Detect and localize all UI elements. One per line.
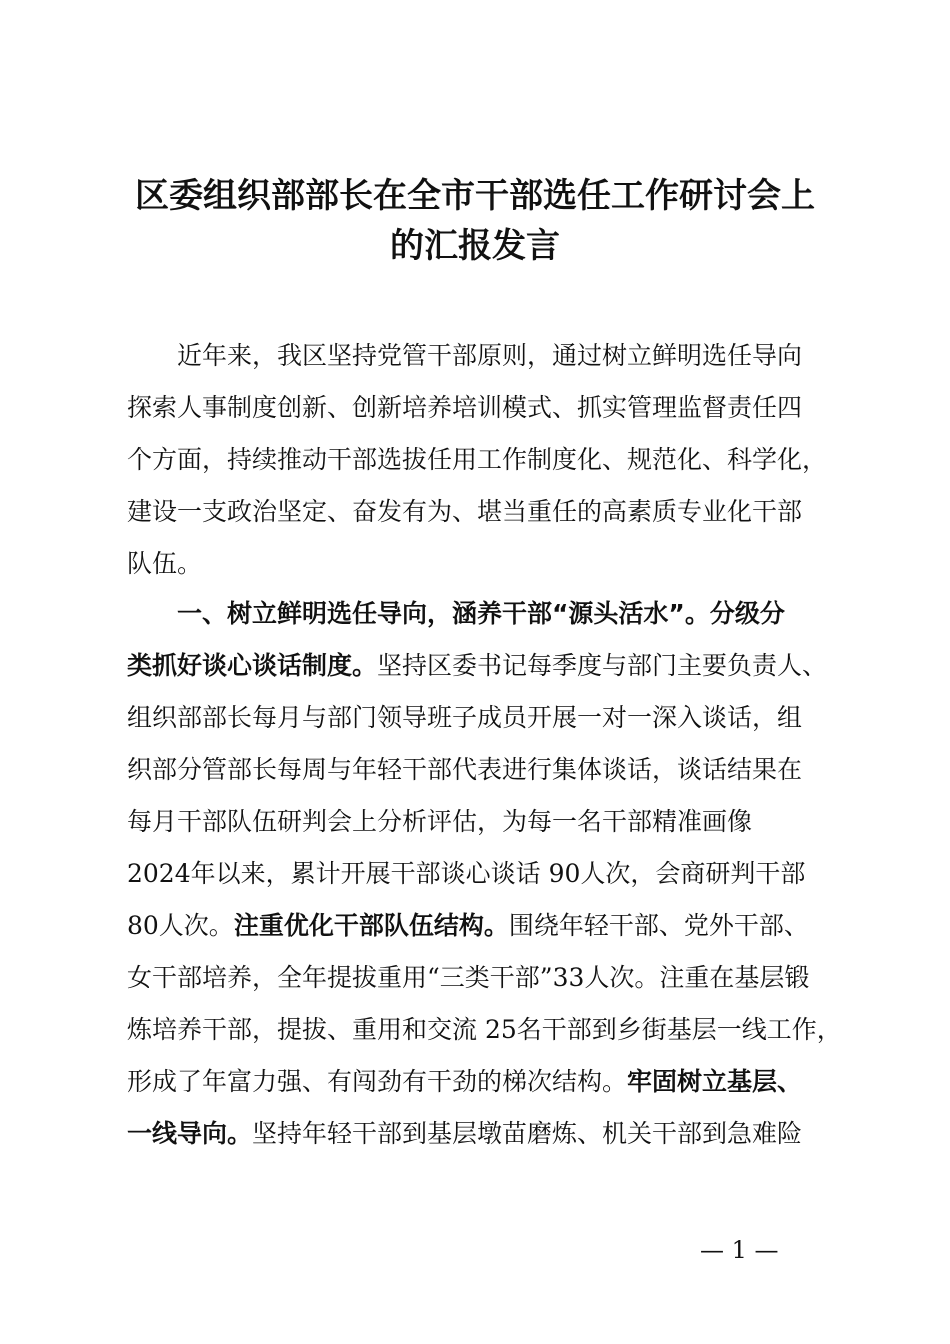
body-line xyxy=(127,434,847,486)
text-segment: 坚持区委书记每季度与部门主要负责人、 xyxy=(377,651,828,680)
text-segment: 80人次。 xyxy=(127,911,234,940)
bold-text-segment: 注重优化干部队伍结构。 xyxy=(233,911,509,940)
text-segment: 组织部部长每月与部门领导班子成员开展一对一深入谈话，组 xyxy=(127,703,803,732)
text-segment: 队伍。 xyxy=(127,549,203,578)
body-line xyxy=(127,382,847,434)
body-line xyxy=(127,1056,847,1108)
text-segment: 织部分管部长每周与年轻干部代表进行集体谈话，谈话结果在 xyxy=(127,755,803,784)
text-segment: 个方面，持续推动干部选拔任用工作制度化、规范化、科学化， xyxy=(127,445,828,474)
text-segment: 2024年以来，累计开展干部谈心谈话 90人次，会商研判干部 xyxy=(127,859,806,888)
document-title-line-1: 区委组织部部长在全市干部选任工作研讨会上 xyxy=(135,176,815,216)
text-segment: 围绕年轻干部、党外干部、 xyxy=(508,911,809,940)
body-line xyxy=(127,486,847,538)
body-line xyxy=(127,640,847,692)
text-segment: 近年来，我区坚持党管干部原则，通过树立鲜明选任导向 xyxy=(177,341,803,370)
body-line xyxy=(127,796,847,848)
bold-text-segment: 一、树立鲜明选任导向，涵养干部“源头活水”。分级分 xyxy=(177,599,785,628)
text-segment: 坚持年轻干部到基层墩苗磨炼、机关干部到急难险 xyxy=(252,1119,803,1148)
body-line xyxy=(127,952,847,1004)
bold-text-segment: 类抓好谈心谈话制度。 xyxy=(127,651,378,680)
body-line xyxy=(127,900,847,952)
page-number: — 1 — xyxy=(700,1236,779,1264)
text-segment: 炼培养干部，提拔、重用和交流 25名干部到乡街基层一线工作， xyxy=(127,1015,842,1044)
body-line xyxy=(177,588,847,640)
body-line xyxy=(127,692,847,744)
body-line xyxy=(127,1004,847,1056)
document-title-line-2: 的汇报发言 xyxy=(390,226,560,266)
text-segment: 每月干部队伍研判会上分析评估，为每一名干部精准画像 xyxy=(127,807,753,836)
text-segment: 形成了年富力强、有闯劲有干劲的梯次结构。 xyxy=(127,1067,628,1096)
text-segment: 女干部培养，全年提拔重用“三类干部”33人次。注重在基层锻 xyxy=(127,963,810,992)
text-segment: 建设一支政治坚定、奋发有为、堪当重任的高素质专业化干部 xyxy=(127,497,803,526)
bold-text-segment: 牢固树立基层、 xyxy=(627,1067,803,1096)
body-line xyxy=(127,538,847,590)
body-line xyxy=(127,1108,847,1160)
text-segment: 探索人事制度创新、创新培养培训模式、抓实管理监督责任四 xyxy=(127,393,803,422)
body-line xyxy=(127,848,847,900)
bold-text-segment: 一线导向。 xyxy=(127,1119,253,1148)
body-line xyxy=(127,744,847,796)
body-line xyxy=(177,330,847,382)
